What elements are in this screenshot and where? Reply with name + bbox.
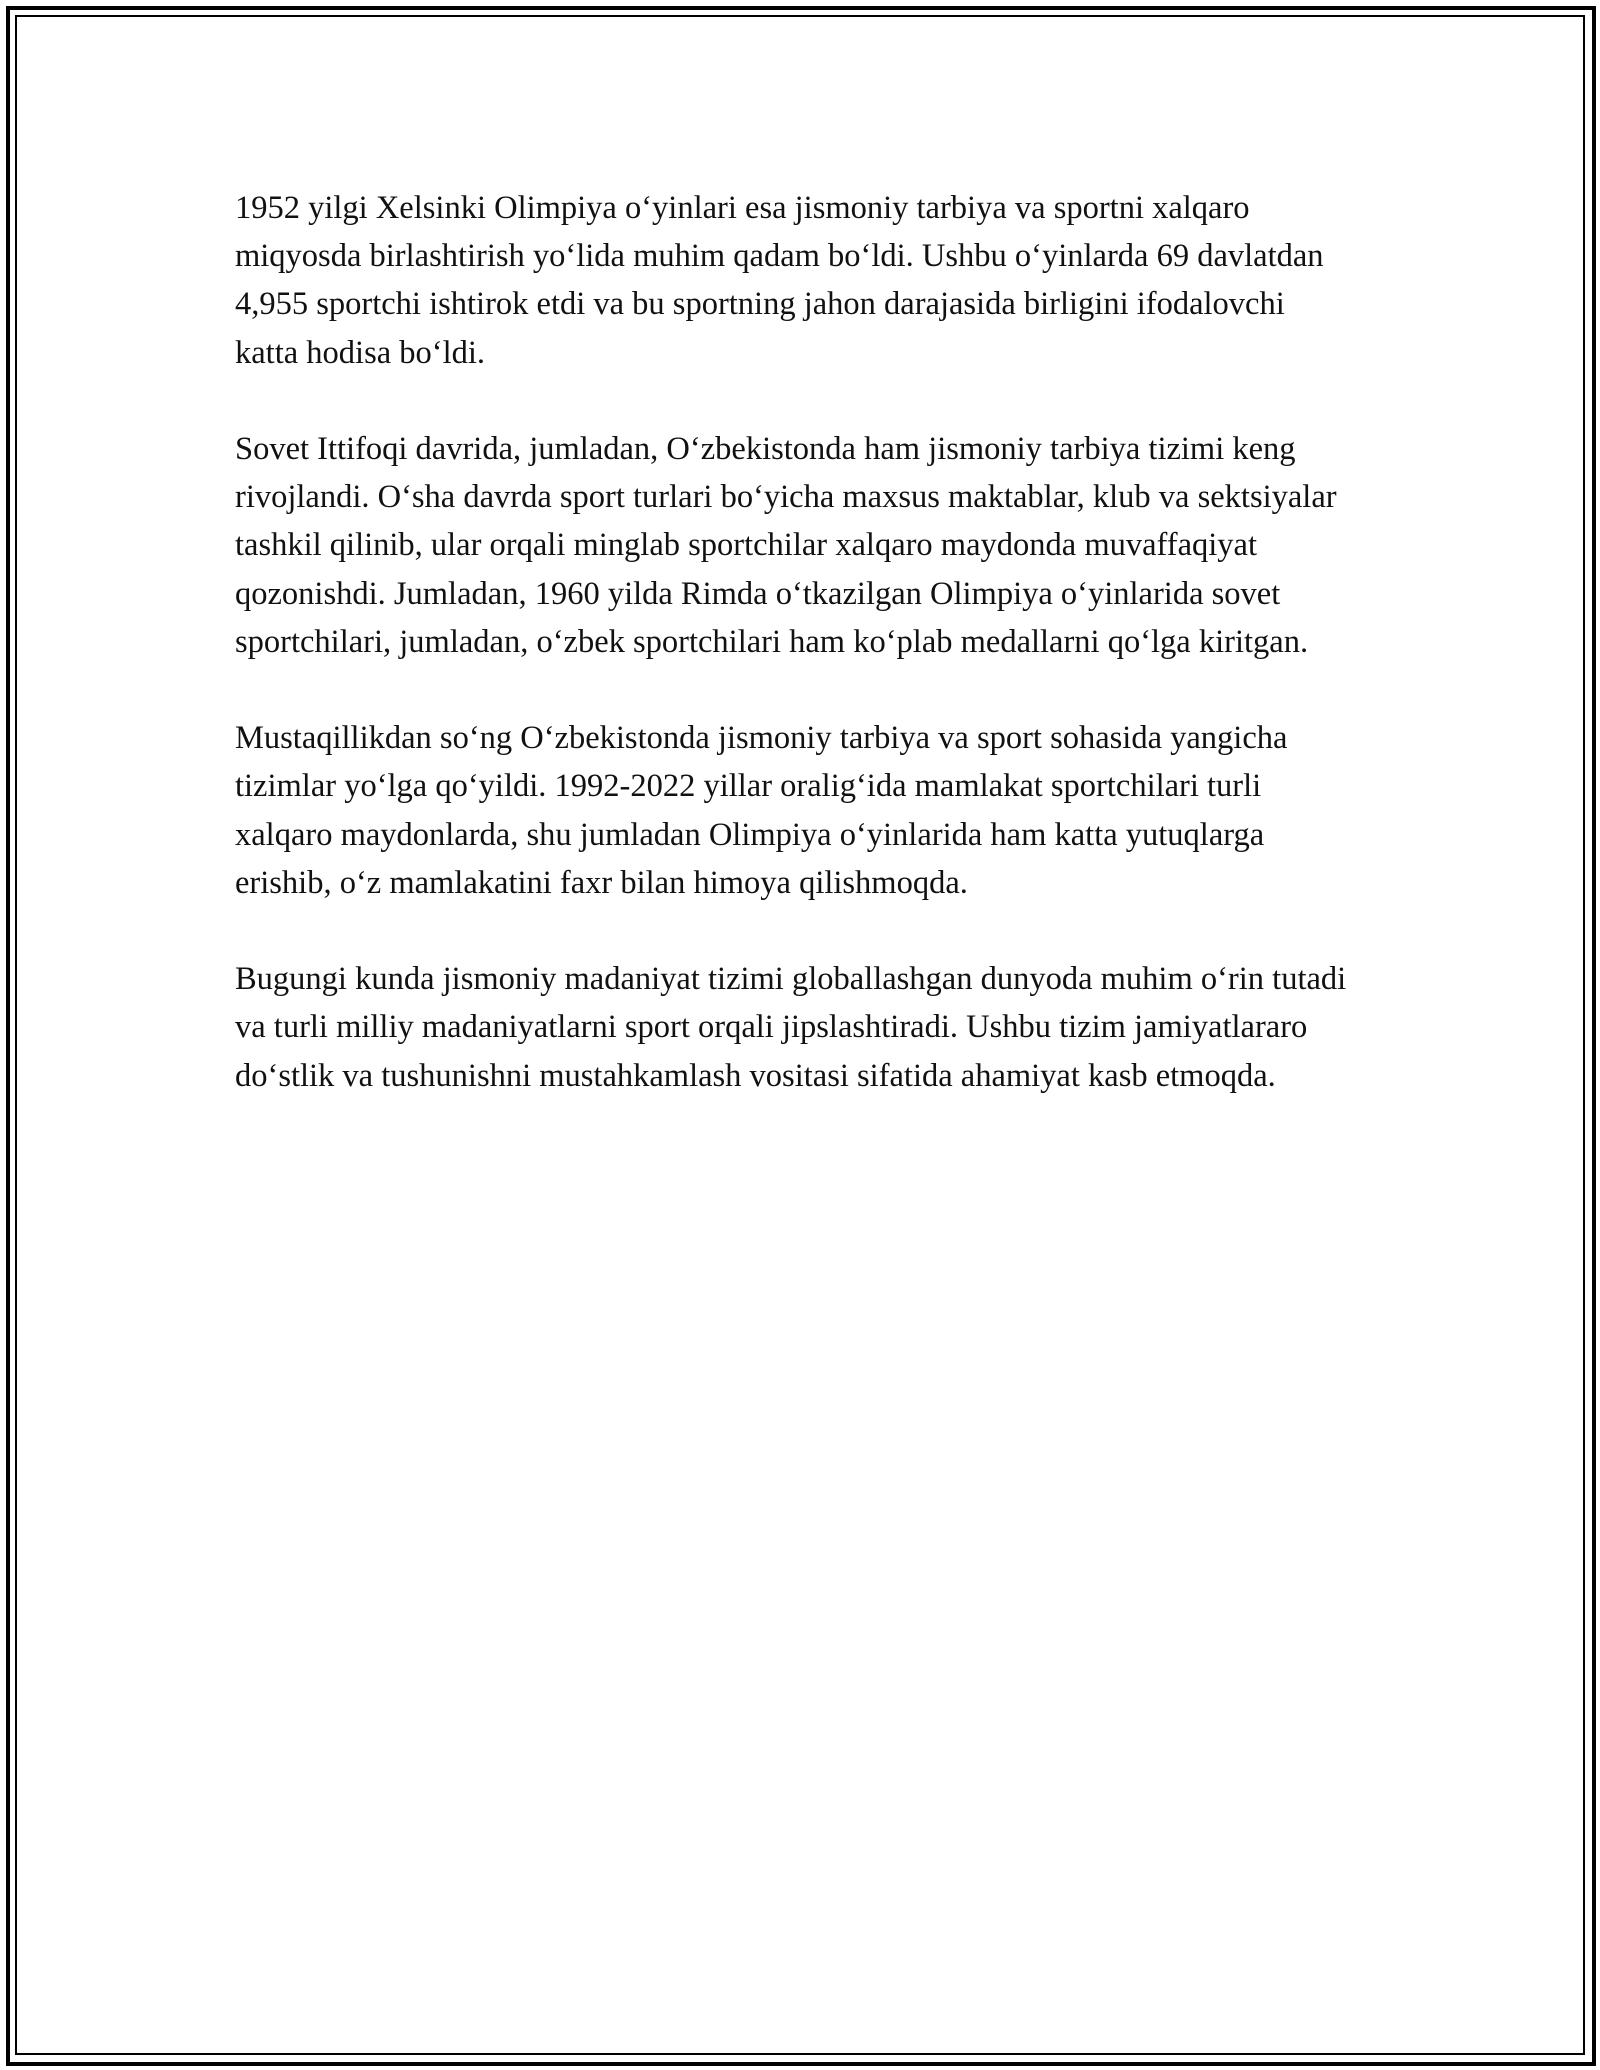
paragraph-independence: Mustaqillikdan so‘ng O‘zbekistonda jismoniy tarbiya va sport sohasida yangicha tizimlar yo‘lga qo‘yildi. 1992-2022 yillar oralig‘ida mamlakat sportchilari turli xalqaro maydonlarda, shu jumladan Olimpiya o‘yinlarida ham katta yutuqlarga erishib, o‘z mamlakatini faxr bilan himoya qilishmoqda. — [235, 720, 1288, 901]
paragraph-helsinki-olympics: 1952 yilgi Xelsinki Olimpiya o‘yinlari esa jismoniy tarbiya va sportni xalqaro miqyosda birlashtirish yo‘lida muhim qadam bo‘ldi. Ushbu o‘yinlarda 69 davlatdan 4,955 sportchi ishtirok etdi va bu sportning jahon darajasida birligini ifodalovchi katta hodisa bo‘ldi. — [235, 190, 1324, 371]
paragraph-today: Bugungi kunda jismoniy madaniyat tizimi globallashgan dunyoda muhim o‘rin tutadi va turli milliy madaniyatlarni sport orqali jipslashtiradi. Ushbu tizim jamiyatlararo do‘stlik va tushunishni mustahkamlash vositasi sifatida ahamiyat kasb etmoqda. — [235, 961, 1347, 1094]
paragraph-soviet-era: Sovet Ittifoqi davrida, jumladan, O‘zbekistonda ham jismoniy tarbiya tizimi keng rivojlandi. O‘sha davrda sport turlari bo‘yicha maxsus maktablar, klub va sektsiyalar tashkil qilinib, ular orqali minglab sportchilar xalqaro maydonda muvaffaqiyat qozonishdi. Jumladan, 1960 yilda Rimda o‘tkazilgan Olimpiya o‘yinlarida sovet sportchilari, jumladan, o‘zbek sportchilari ham ko‘plab medallarni qo‘lga kiritgan. — [235, 431, 1337, 660]
document-body — [235, 184, 1355, 1148]
